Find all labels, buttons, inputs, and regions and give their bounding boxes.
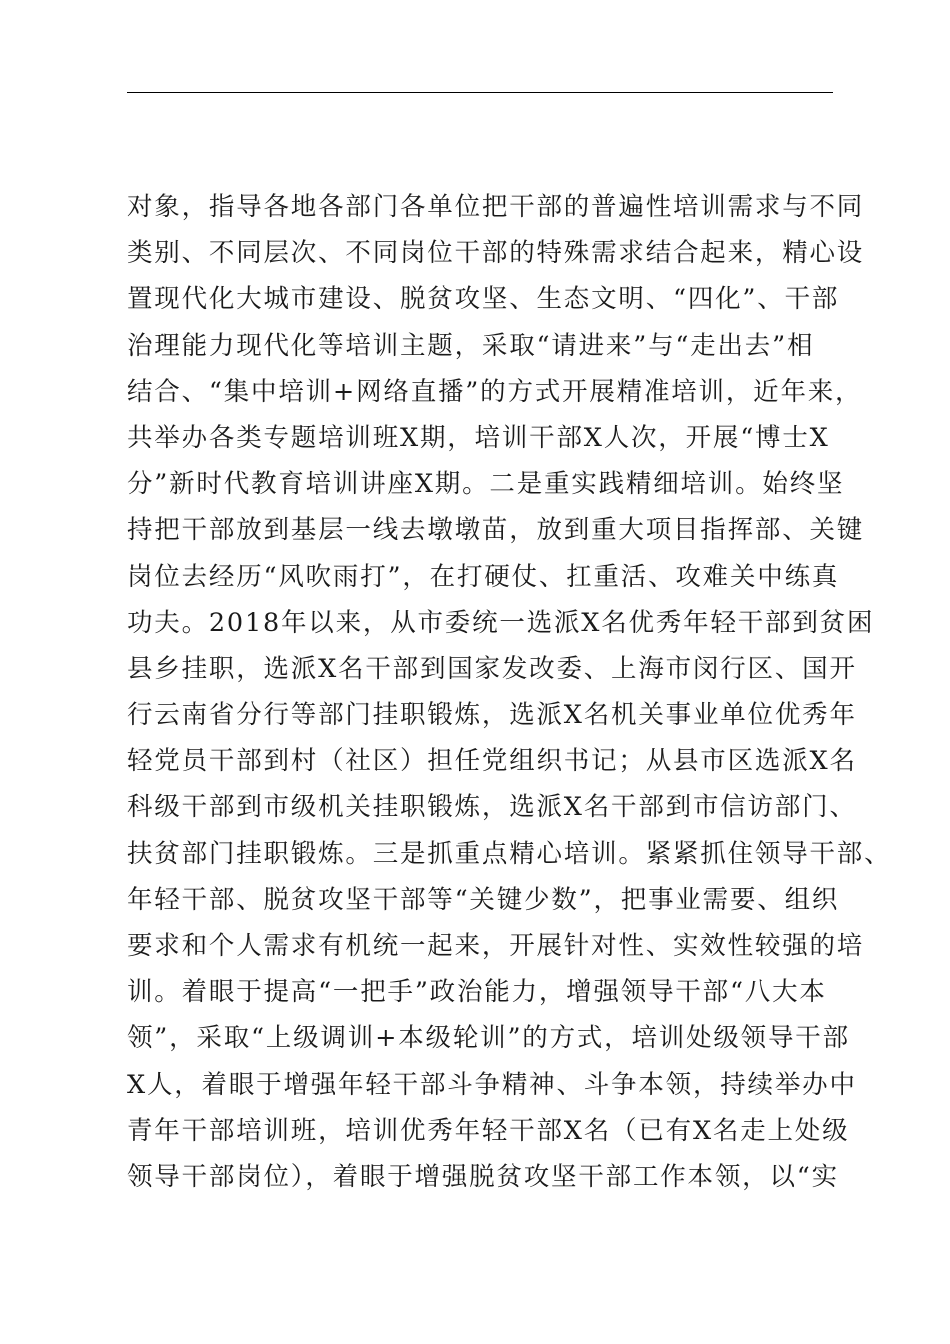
text-line: 功夫。2018年以来，从市委统一选派X名优秀年轻干部到贫困	[127, 607, 875, 638]
header-rule	[127, 92, 833, 93]
text-line: 青年干部培训班，培训优秀年轻干部X名（已有X名走上处级	[127, 1115, 850, 1146]
text-line: 岗位去经历“风吹雨打”，在打硬仗、扛重活、攻难关中练真	[127, 561, 840, 592]
text-line: X人，着眼于增强年轻干部斗争精神、斗争本领，持续举办中	[127, 1069, 857, 1100]
text-line: 置现代化大城市建设、脱贫攻坚、生态文明、“四化”、干部	[127, 284, 840, 315]
text-line: 类别、不同层次、不同岗位干部的特殊需求结合起来，精心设	[127, 238, 865, 269]
text-line: 领导干部岗位），着眼于增强脱贫攻坚干部工作本领，以“实	[127, 1161, 839, 1192]
text-line: 行云南省分行等部门挂职锻炼，选派X名机关事业单位优秀年	[127, 700, 857, 731]
text-line: 扶贫部门挂职锻炼。三是抓重点精心培训。紧紧抓住领导干部、	[127, 838, 892, 869]
body-text	[127, 184, 892, 1200]
text-line: 结合、“集中培训+网络直播”的方式开展精准培训，近年来，	[127, 376, 863, 407]
text-line: 年轻干部、脱贫攻坚干部等“关键少数”，把事业需要、组织	[127, 884, 840, 915]
text-line: 训。着眼于提高“一把手”政治能力，增强领导干部“八大本	[127, 977, 827, 1008]
text-line: 分”新时代教育培训讲座X期。二是重实践精细培训。始终坚	[127, 469, 845, 500]
text-line: 持把干部放到基层一线去墩墩苗，放到重大项目指挥部、关键	[127, 515, 865, 546]
text-line: 科级干部到市级机关挂职锻炼，选派X名干部到市信访部门、	[127, 792, 857, 823]
text-line: 对象，指导各地各部门各单位把干部的普遍性培训需求与不同	[127, 192, 865, 222]
text-line: 共举办各类专题培训班X期，培训干部X人次，开展“博士X	[127, 422, 830, 453]
text-line: 治理能力现代化等培训主题，采取“请进来”与“走出去”相	[127, 330, 815, 361]
text-line: 要求和个人需求有机统一起来，开展针对性、实效性较强的培	[127, 931, 865, 961]
text-line: 轻党员干部到村（社区）担任党组织书记；从县市区选派X名	[127, 746, 857, 777]
text-line: 领”，采取“上级调训+本级轮训”的方式，培训处级领导干部	[127, 1023, 850, 1054]
text-line: 县乡挂职，选派X名干部到国家发改委、上海市闵行区、国开	[127, 653, 857, 684]
